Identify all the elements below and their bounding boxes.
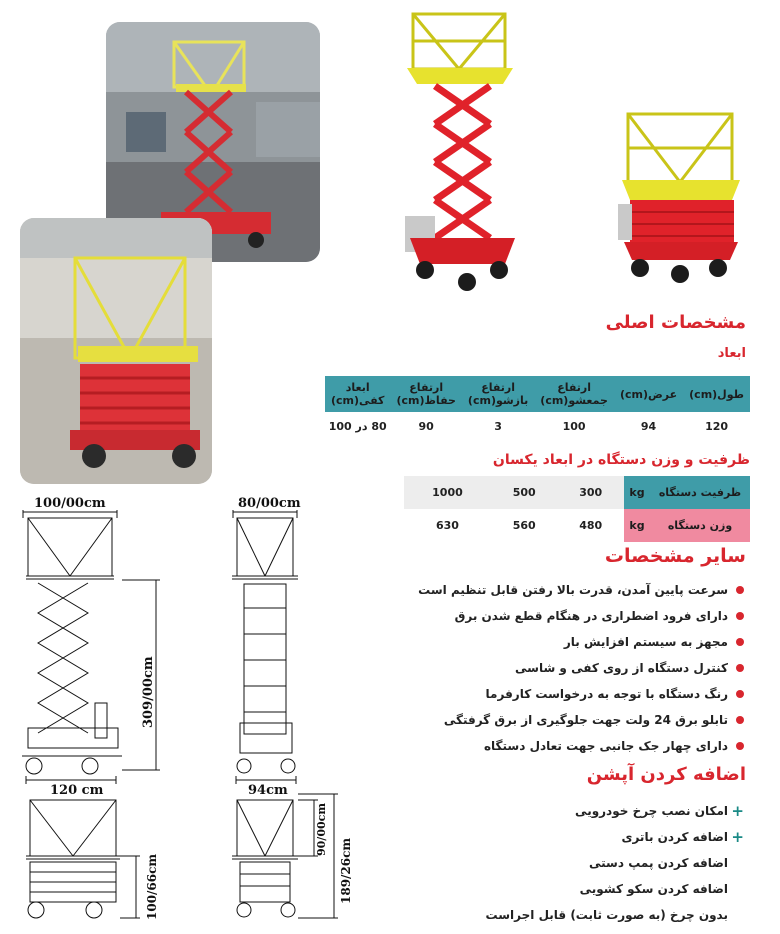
- technical-drawings: [0, 488, 372, 930]
- dim-closed-side-height: 100/66cm: [145, 853, 159, 920]
- capacity-value-300: 300: [557, 476, 624, 509]
- value-length: 120: [705, 419, 729, 433]
- list-item: + اضافه کردن باتری: [346, 824, 746, 850]
- list-item: دارای چهار جک جانبی جهت تعادل دستگاه: [346, 733, 746, 759]
- dim-front-base-width: 94cm: [248, 783, 288, 798]
- plus-icon: +: [731, 828, 744, 846]
- other-specs-list: [346, 577, 746, 759]
- list-item: اضافه کردن پمپ دستی: [589, 856, 728, 870]
- render-lift-closed: [614, 108, 746, 283]
- dim-closed-total-height: 189/26cm: [339, 837, 353, 904]
- value-open-height: 3: [494, 419, 502, 433]
- list-item: دارای فرود اضطراری در هنگام قطع شدن برق: [346, 603, 746, 629]
- main-specs-title: مشخصات اصلی: [605, 312, 746, 333]
- weight-label: وزن دستگاه: [650, 509, 750, 542]
- other-specs-title: سایر مشخصات: [604, 545, 746, 567]
- list-item: رنگ دستگاه با توجه به درخواست کارفرما: [346, 681, 746, 707]
- weight-value-630: 630: [404, 509, 491, 542]
- list-item: + امکان نصب چرخ خودرویی: [346, 798, 746, 824]
- list-item: بدون چرخ (به صورت ثابت) قابل اجراست: [485, 908, 728, 922]
- list-item: مجهز به سیستم افزایش بار: [346, 629, 746, 655]
- capacity-value-500: 500: [491, 476, 558, 509]
- list-item: سرعت پایین آمدن، قدرت بالا رفتن قابل تنظیم است: [346, 577, 746, 603]
- weight-unit: kg: [624, 509, 650, 542]
- list-item: کنترل دستگاه از روی کفی و شاسی: [346, 655, 746, 681]
- capacity-unit: kg: [624, 476, 650, 509]
- weight-value-560: 560: [491, 509, 558, 542]
- capacity-title: ظرفیت و وزن دستگاه در ابعاد یکسان: [492, 452, 750, 468]
- plus-icon: +: [731, 802, 744, 820]
- dim-side-top-width: 100/00cm: [34, 496, 106, 511]
- capacity-label: ظرفیت دستگاه: [650, 476, 750, 509]
- dim-closed-rail-height: 90/00cm: [315, 803, 328, 856]
- header-open-height: ارتفاع بازشو(cm): [467, 381, 529, 407]
- render-lift-extended: [395, 4, 525, 294]
- list-item: اضافه کردن سکو کشویی: [579, 882, 728, 896]
- dimensions-table: [328, 376, 750, 440]
- list-item: تابلو برق 24 ولت جهت جلوگیری از برق گرفتگی: [346, 707, 746, 733]
- dim-side-height: 309/00cm: [141, 656, 156, 728]
- header-rail-height: ارتفاع حفاظ(cm): [396, 381, 456, 407]
- header-closed-height: ارتفاع جمعشو(cm): [540, 381, 608, 407]
- value-closed-height: 100: [562, 419, 586, 433]
- value-floor-size: 80 در 100: [328, 419, 387, 433]
- header-floor-size: ابعاد کفی(cm): [330, 381, 385, 407]
- header-width: عرض(cm): [619, 387, 678, 401]
- dim-side-base-width: 120 cm: [50, 783, 104, 798]
- value-rail-height: 90: [418, 419, 434, 433]
- options-title: اضافه کردن آپشن: [586, 764, 746, 785]
- capacity-value-1000: 1000: [404, 476, 491, 509]
- options-list: [346, 798, 746, 928]
- header-length: طول(cm): [689, 387, 744, 401]
- value-width: 94: [640, 419, 657, 433]
- photo-lift-closed: [20, 218, 212, 484]
- dim-front-top-width: 80/00cm: [238, 496, 301, 511]
- dimensions-subtitle: ابعاد: [717, 346, 746, 361]
- capacity-table: [404, 476, 750, 542]
- weight-value-480: 480: [557, 509, 624, 542]
